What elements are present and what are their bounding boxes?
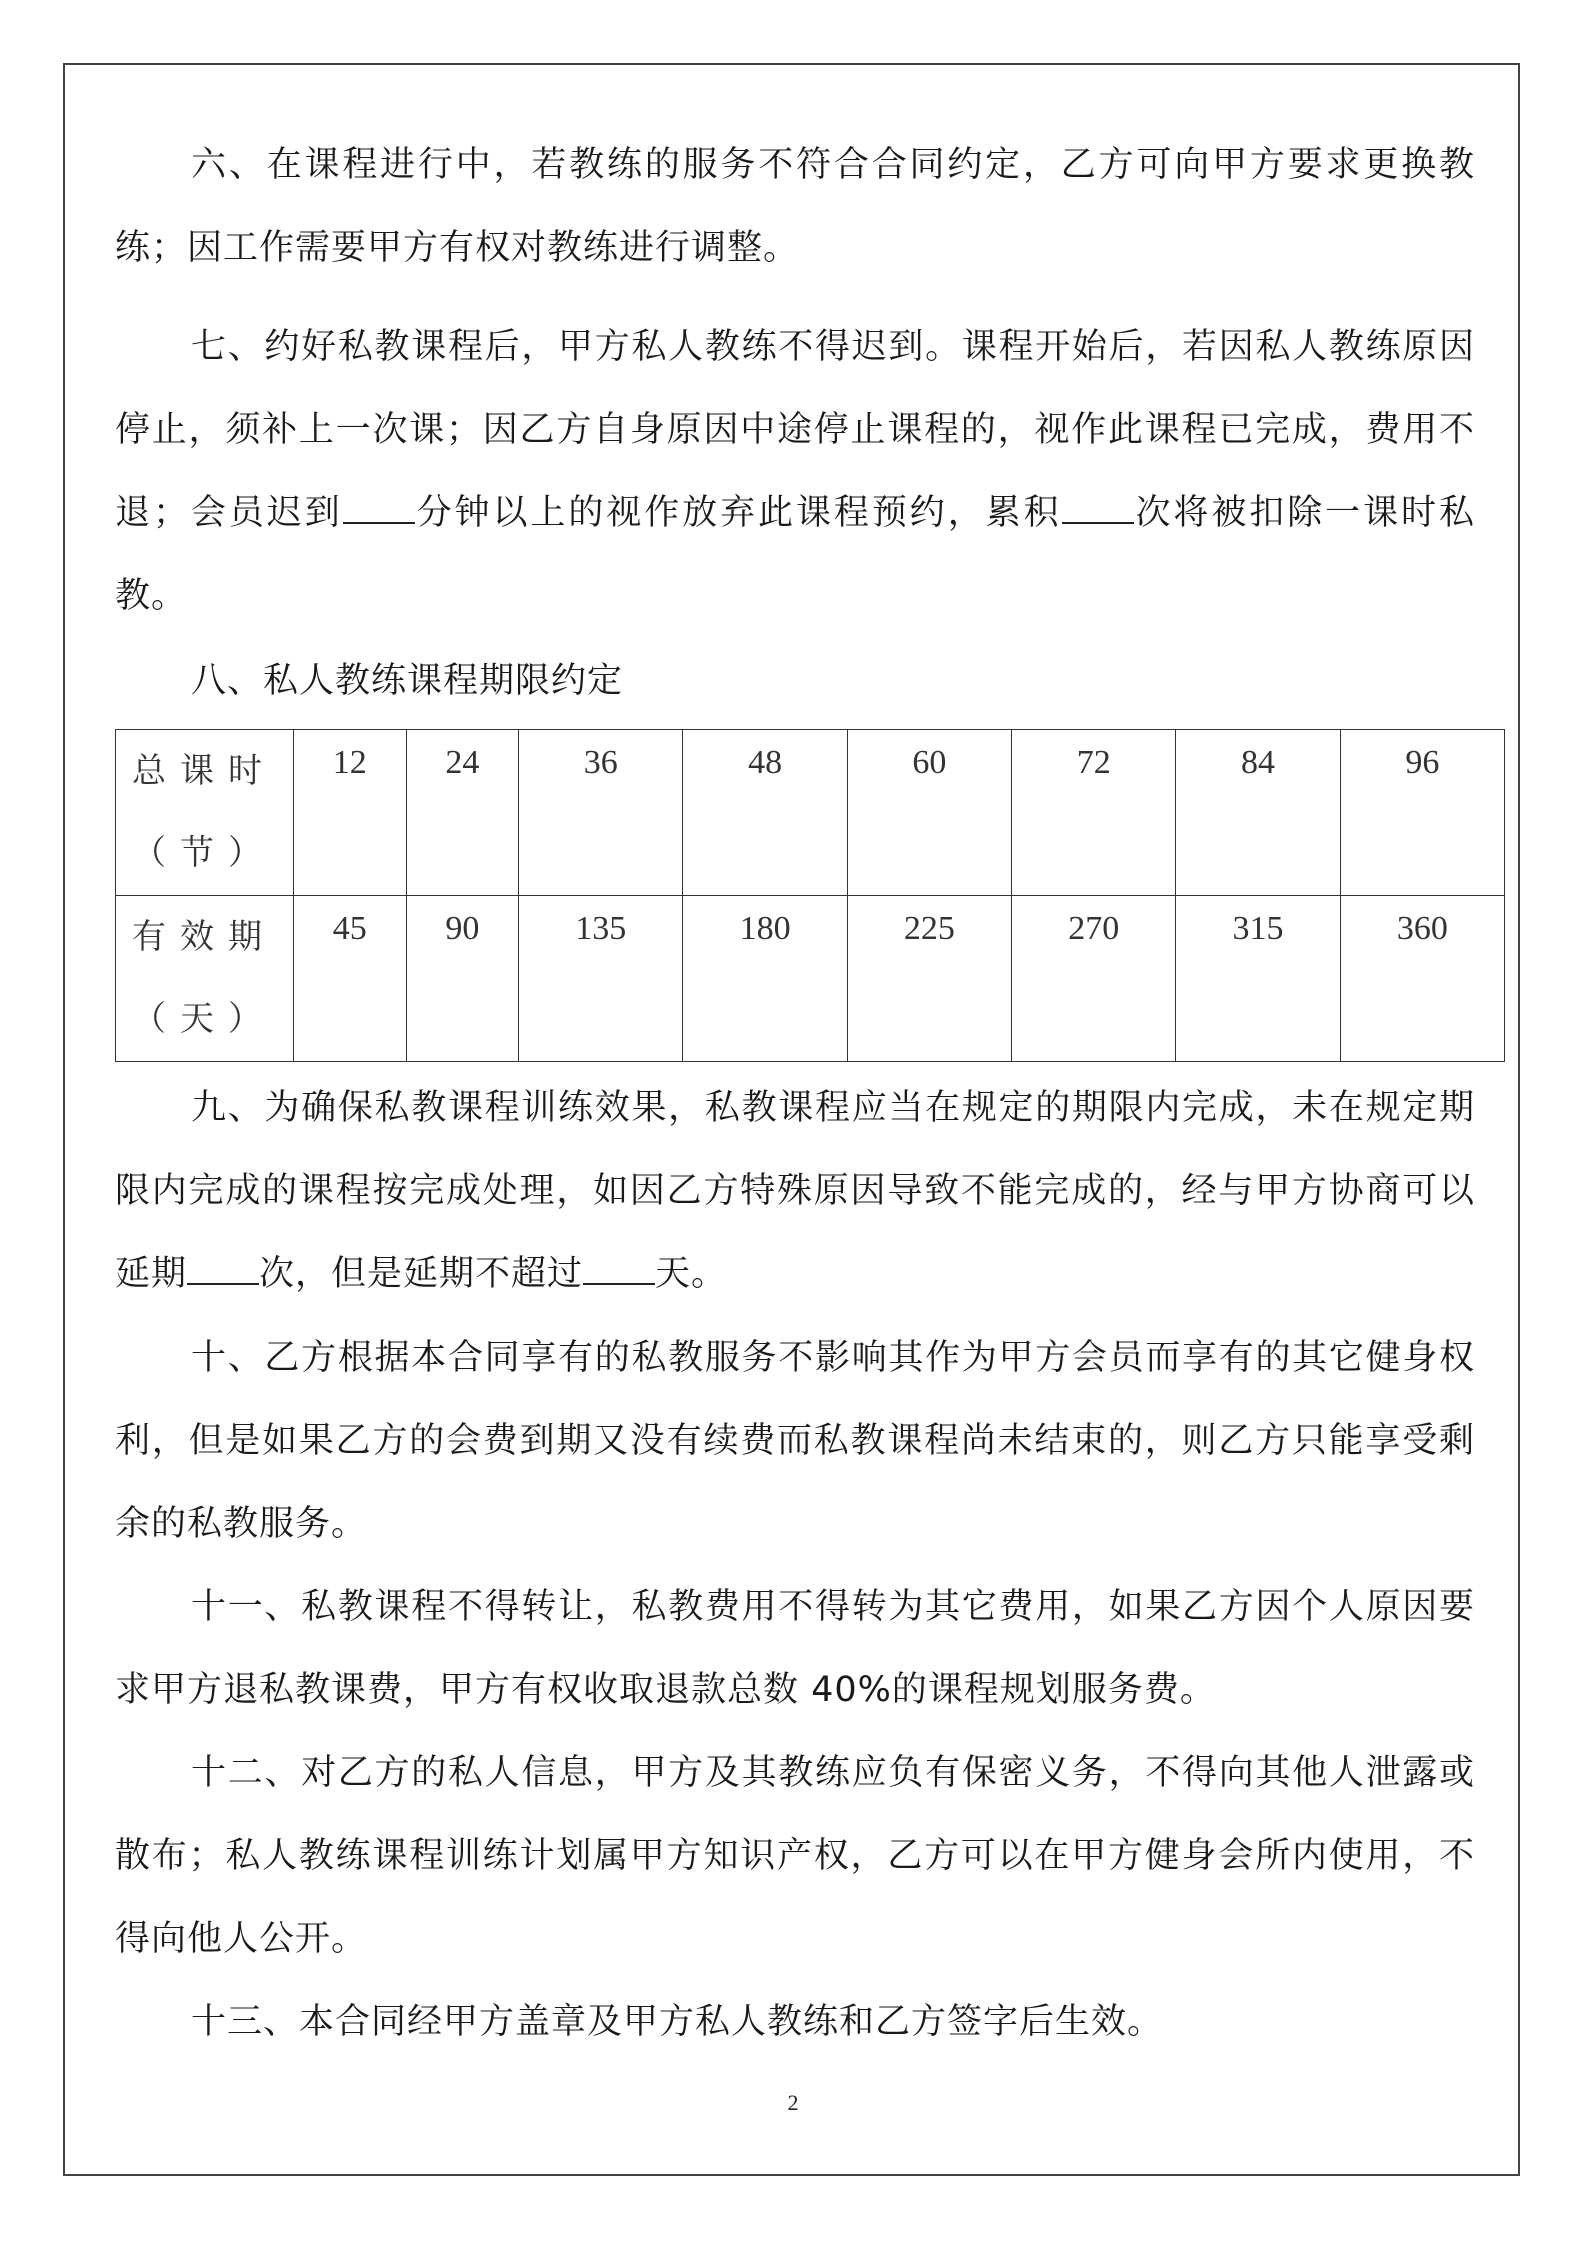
table-cell: 96 — [1340, 730, 1504, 896]
page-number: 2 — [787, 2090, 799, 2115]
table-cell: 90 — [406, 896, 519, 1062]
clause-10: 十、乙方根据本合同享有的私教服务不影响其作为甲方会员而享有的其它健身权利，但是如果乙方的会费到期又没有续费而私教课程尚未结束的，则乙方只能享受剩余的私教服务。 — [115, 1338, 1475, 1544]
table-row-validity — [116, 896, 1505, 1062]
extension-days-blank[interactable] — [583, 1253, 655, 1285]
section-11 — [115, 1566, 1475, 1732]
table-row-total-hours — [116, 730, 1505, 896]
table-cell: 24 — [406, 730, 519, 896]
late-minutes-blank[interactable] — [343, 492, 415, 524]
clause-7-part2: 分钟以上的视作放弃此课程预约，累积 — [414, 493, 1062, 533]
course-period-table — [115, 729, 1505, 1062]
total-hours-label: 总课时（节） — [116, 730, 294, 896]
clause-9-part3: 天。 — [655, 1254, 728, 1294]
section-9 — [115, 1067, 1475, 1316]
table-cell: 225 — [847, 896, 1011, 1062]
clause-13: 十三、本合同经甲方盖章及甲方私人教练和乙方签字后生效。 — [191, 2002, 1164, 2042]
table-cell: 45 — [294, 896, 407, 1062]
section-6 — [115, 124, 1475, 290]
late-count-blank[interactable] — [1062, 492, 1134, 524]
table-cell: 72 — [1012, 730, 1176, 896]
clause-9-part1: 九、为确保私教课程训练效果，私教课程应当在规定的期限内完成，未在规定期限内完成的课程按完成处理，如因乙方特殊原因导致不能完成的，经与甲方协商可以延期 — [115, 1088, 1475, 1294]
clause-9-part2: 次，但是延期不超过 — [259, 1254, 584, 1294]
section-8 — [115, 640, 1475, 723]
extension-count-blank[interactable] — [187, 1253, 259, 1285]
table-cell: 12 — [294, 730, 407, 896]
clause-7 — [115, 306, 1475, 638]
validity-label: 有效期（天） — [116, 896, 294, 1062]
clause-11: 十一、私教课程不得转让，私教费用不得转为其它费用，如果乙方因个人原因要求甲方退私教课费，甲方有权收取退款总数 40%的课程规划服务费。 — [115, 1587, 1475, 1710]
clause-6: 六、在课程进行中，若教练的服务不符合合同约定，乙方可向甲方要求更换教练；因工作需要甲方有权对教练进行调整。 — [115, 145, 1475, 268]
table-cell: 270 — [1012, 896, 1176, 1062]
table-cell: 60 — [847, 730, 1011, 896]
clause-7-part3: 次将被扣除一课时私教。 — [115, 493, 1475, 616]
clause-8-heading: 八、私人教练课程期限约定 — [191, 661, 624, 701]
clause-7-part1: 七、约好私教课程后，甲方私人教练不得迟到。课程开始后，若因私人教练原因停止，须补上一次课；因乙方自身原因中途停止课程的，视作此课程已完成，费用不退；会员迟到 — [115, 327, 1475, 533]
clause-12: 十二、对乙方的私人信息，甲方及其教练应负有保密义务，不得向其他人泄露或散布；私人教练课程训练计划属甲方知识产权，乙方可以在甲方健身会所内使用，不得向他人公开。 — [115, 1753, 1475, 1959]
table-cell: 48 — [683, 730, 847, 896]
section-13 — [115, 1981, 1475, 2064]
section-10 — [115, 1317, 1475, 1566]
section-7 — [115, 306, 1475, 638]
table-cell: 360 — [1340, 896, 1504, 1062]
section-12 — [115, 1732, 1475, 1981]
table-cell: 36 — [519, 730, 683, 896]
table-cell: 180 — [683, 896, 847, 1062]
table-cell: 84 — [1176, 730, 1340, 896]
table-cell: 135 — [519, 896, 683, 1062]
clause-9 — [115, 1067, 1475, 1316]
table-cell: 315 — [1176, 896, 1340, 1062]
